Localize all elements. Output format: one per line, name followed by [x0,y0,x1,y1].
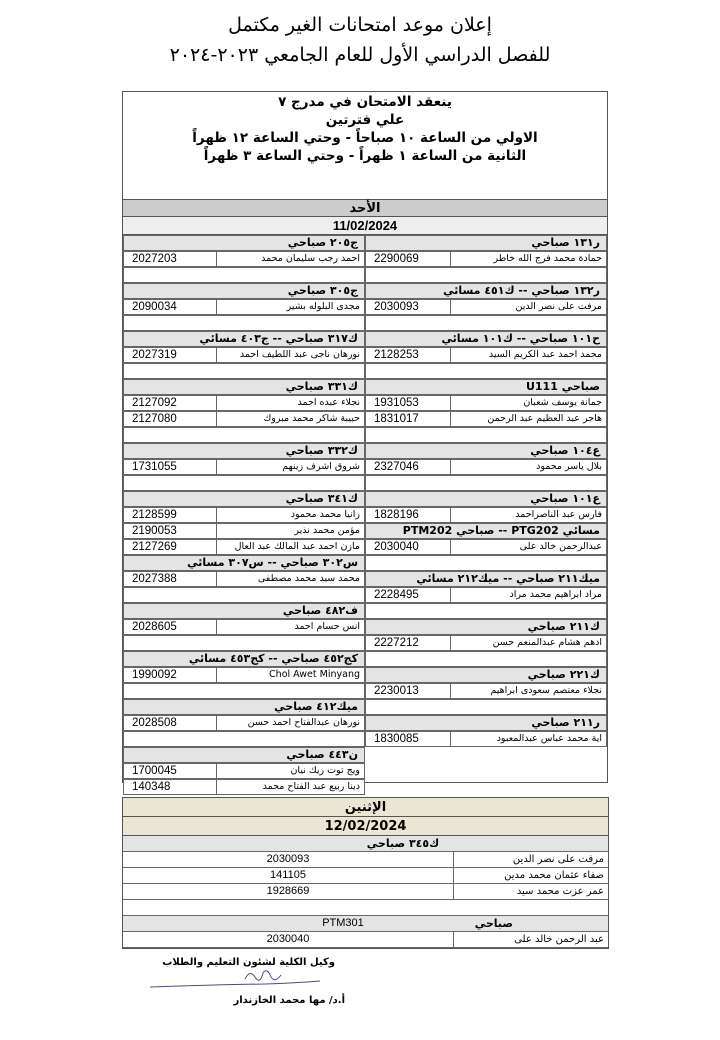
table-row [123,667,365,683]
table-row-blank [123,900,608,916]
course-header: ك٣٣١ صباحي [123,379,365,395]
table-row [123,852,608,868]
course-header: ك٢٢١ صباحي [365,667,607,683]
table-row [123,507,365,523]
table-row-blank [365,651,607,667]
day1-date: 11/02/2024 [123,217,607,235]
table-row [365,635,607,651]
table-row [123,868,608,884]
course-header: ح١٠١ صباحي -- ك١٠١ مسائي [365,331,607,347]
student-name: احمد رجب سليمان محمد [261,253,360,264]
student-id: 2090034 [124,300,217,314]
course-header: ع١٠١ صباحي [365,491,607,507]
table-row [365,299,607,315]
course-header: كج٤٥٢ صباحي -- كج٤٥٣ مسائي [123,651,365,667]
student-id: 2030093 [366,300,451,314]
student-id: 2028605 [124,620,217,634]
student-name: مرفت على نصر الدين [515,301,602,312]
student-name: صفاء عثمان محمد مدين [504,870,604,881]
day2-course-code: PTM301 [322,917,364,929]
student-id: 2127092 [124,396,217,410]
day2-course-label: صباحي [474,917,513,930]
student-id: 140348 [124,780,217,794]
student-name: نورهان عبدالفتاح احمد حسن [247,717,360,728]
signature-name: أ.د/ مها محمد الخازندار [233,995,345,1006]
course-header: ر١٣١ صباحي [365,235,607,251]
student-id: 1990092 [124,668,217,682]
course-header: ك٣٣٢ صباحي [123,443,365,459]
student-id: 2128253 [366,348,451,362]
student-name: عبدالرحمن خالد على [519,541,602,552]
student-name: اية محمد عباس عبدالمعبود [496,733,602,744]
student-name: نجلاء عبده احمد [297,397,360,408]
student-name: دينا ربيع عبد الفتاح محمد [262,781,360,792]
table-row [365,347,607,363]
table-row [123,571,365,587]
student-id: 2030093 [123,852,454,867]
table-row [123,539,365,555]
student-id: 2028508 [124,716,217,730]
course-header: س٣٠٢ صباحي -- س٣٠٧ مسائي [123,555,365,571]
table-row-blank [365,363,607,379]
table-row-blank [365,555,607,571]
table-row [123,411,365,427]
exam-info-line4: الثانية من الساعة ١ ظهراً - وحتي الساعة ٣ ظهراً [203,148,527,164]
day1-name: الأحد [123,199,607,217]
student-name: ويج توت ريك نيان [290,765,360,776]
table-row [123,884,608,900]
student-id: 2228495 [366,588,451,602]
student-id: 1928669 [123,884,454,899]
exam-info-line3: الاولي من الساعة ١٠ صباحاً - وحتي الساعة ١٢ ظهراً [192,130,538,146]
student-id: 1831017 [366,412,451,426]
student-name: حبيبة شاكر محمد مبروك [263,413,360,424]
student-name: عمر عزت محمد سيد [516,886,604,897]
course-header: ك٣١٧ صباحي -- ج٤٠٣ مسائي [123,331,365,347]
day2-course-header [123,836,608,852]
student-id: 2030040 [123,932,454,947]
table-row-blank [365,427,607,443]
table-row [365,731,607,747]
student-id: 2127080 [124,412,217,426]
student-id: 2190053 [124,524,217,538]
day2-name: الإثنين [123,798,608,817]
student-name: عبد الرحمن خالد على [514,934,604,945]
day2-course-label: ك٣٤٥ صباحي [366,837,440,850]
student-id: 2030040 [366,540,451,554]
student-name: محمد احمد عبد الكريم السيد [488,349,602,360]
student-id: 1830085 [366,732,451,746]
table-row [123,763,365,779]
table-row [365,395,607,411]
student-id: 2027203 [124,252,217,266]
course-header: ميك٤١٢ صباحي [123,699,365,715]
table-row [123,715,365,731]
course-header: ج٣٠٥ صباحي [123,283,365,299]
student-name: مؤمن محمد نذير [294,525,360,536]
table-row-blank [365,603,607,619]
student-name: هاجر عبد العظيم عبد الرحمن [487,413,602,424]
table-row [123,779,365,795]
course-header: ن٤٤٣ صباحي [123,747,365,763]
course-header: ر١٣٢ صباحي -- ك٤٥١ مسائي [365,283,607,299]
table-row-blank [123,427,365,443]
student-name: نجلاء معتصم سعودى ابراهيم [490,685,602,696]
student-id: 2027388 [124,572,217,586]
table-row [123,251,365,267]
course-header: ك٣٤١ صباحي [123,491,365,507]
student-id: 2127269 [124,540,217,554]
student-name: جمانة يوسف شعبان [523,397,602,408]
table-row [365,251,607,267]
table-row-blank [365,315,607,331]
student-id: 2128599 [124,508,217,522]
table-row [365,459,607,475]
student-name: مازن احمد عبد المالك عبد العال [234,541,360,552]
student-name: ادهم هشام عبدالمنعم حسن [492,637,602,648]
handwritten-signature [145,967,325,997]
course-header: ميك٢١١ صباحي -- ميك٢١٢ مسائي [365,571,607,587]
day2-date: 12/02/2024 [123,817,608,836]
table-row-blank [123,683,365,699]
table-row [365,683,607,699]
student-name: بلال ياسر محمود [536,461,602,472]
table-row-blank [365,699,607,715]
table-row [123,395,365,411]
student-name: شروق اشرف زينهم [282,461,360,472]
table-row [123,932,608,948]
student-id: 1931053 [366,396,451,410]
student-id: 2027319 [124,348,217,362]
student-name: رانيا محمد محمود [290,509,360,520]
table-row-blank [123,363,365,379]
student-id: 1731055 [124,460,217,474]
table-row-blank [123,587,365,603]
table-row-blank [365,475,607,491]
table-row-blank [123,731,365,747]
table-row-blank [123,475,365,491]
table-row [123,619,365,635]
student-id: 2290069 [366,252,451,266]
student-name: مرفت على نصر الدين [512,854,604,865]
student-name: مجدى البلوله بشير [286,301,360,312]
table-row-blank [365,267,607,283]
page-title-line2: للفصل الدراسي الأول للعام الجامعي ٢٠٢٣-٢٠٢٤ [169,44,551,66]
table-row [123,347,365,363]
table-row [123,523,365,539]
student-name: حمادة محمد فرج الله خاطر [493,253,602,264]
signature-role: وكيل الكلية لشئون التعليم والطلاب [162,957,335,968]
exam-info-line1: ينعقد الامتحان في مدرج ٧ [278,94,452,110]
table-row-blank [123,635,365,651]
exam-info [123,93,607,165]
table-row-blank [123,315,365,331]
student-id: 2230013 [366,684,451,698]
student-name: مراد ابراهيم محمد مراد [509,589,602,600]
course-header: ع١٠٤ صباحي [365,443,607,459]
course-header: ج٢٠٥ صباحي [123,235,365,251]
course-header: مسائي PTG202 -- صباحي PTM202 [365,523,607,539]
course-header: ك٢١١ صباحي [365,619,607,635]
student-name: انس حسام احمد [294,621,360,632]
table-row [123,459,365,475]
table-row [365,411,607,427]
exam-info-line2: علي فترتين [325,112,405,128]
student-name: نورهان ناجى عبد اللطيف احمد [239,349,360,360]
student-name: Chol Awet Minyang [269,669,360,680]
course-header: ف٤٨٢ صباحي [123,603,365,619]
student-id: 2227212 [366,636,451,650]
table-row-blank [123,267,365,283]
student-id: 141105 [123,868,454,883]
student-id: 1828196 [366,508,451,522]
table-row [365,587,607,603]
course-header: ر٢١١ صباحي [365,715,607,731]
student-id: 2327046 [366,460,451,474]
table-row [365,539,607,555]
student-name: فارس عبد الناصراحمد [515,509,602,520]
course-header: صباحي U111 [365,379,607,395]
day2-course-header [123,916,608,932]
student-name: محمد سيد محمد مصطفى [257,573,360,584]
student-id: 1700045 [124,764,217,778]
table-row [365,507,607,523]
table-row [123,299,365,315]
page-title-line1: إعلان موعد امتحانات الغير مكتمل [228,14,492,36]
